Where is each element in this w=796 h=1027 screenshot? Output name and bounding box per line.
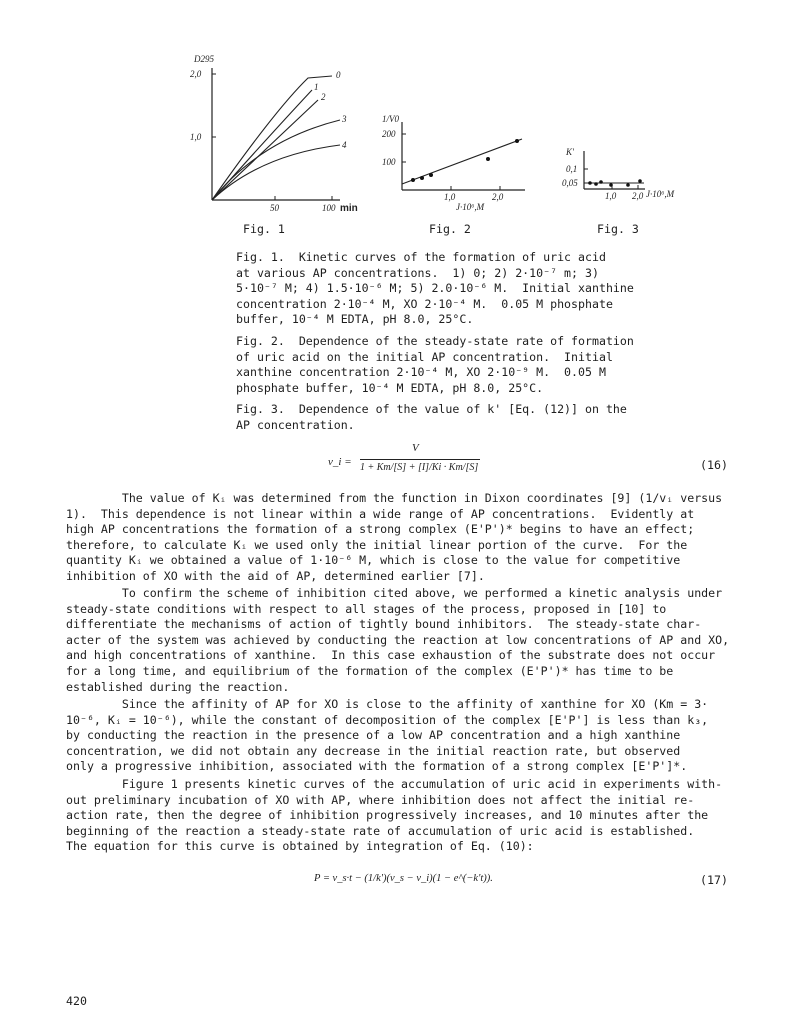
fig2-y-label: 1/V0 [382, 114, 399, 124]
eq16-numerator: V [412, 442, 419, 454]
caption-fig3: Fig. 3. Dependence of the value of k' [Eq. (12)] on the AP concentration. [236, 402, 627, 432]
fig1-curve-2 [212, 100, 318, 200]
fig3-point [599, 180, 603, 184]
fig2-x-tick: 2,0 [492, 192, 504, 202]
fig1-y-tick: 2,0 [190, 69, 202, 79]
fig2-point [420, 176, 424, 180]
eq16-number: (16) [700, 458, 728, 472]
fig1-x-tick: 100 [322, 203, 336, 213]
fig3-point [638, 179, 642, 183]
paragraph-3: Since the affinity of AP for XO is close to the affinity of xanthine for XO (Km = 3· 10⁻⁶, Kᵢ = 10⁻⁶), while the constant of decomposition of the complex [E'P'] is less than k₃, by conducting the reaction in the presence of a low AP concentration and a high xanthine concentration, we did not obtain any decrease in the initial reaction rate, but observed only a progressive inhibition, associated with the formation of a strong complex [E'P']*. [66, 697, 709, 774]
fig2-fit-line [402, 139, 522, 184]
fig2-point [515, 139, 519, 143]
fig2-point [429, 173, 433, 177]
paragraph-4: Figure 1 presents kinetic curves of the accumulation of uric acid in experiments with- out preliminary incubation of XO with AP, where inhibition does not affect the initial re- action rate, then the degree of inhibition progressively increases, and 10 minutes after the beginning of the reaction a steady-state rate of accumulation of uric acid is established. The equation for this curve is obtained by integration of Eq. (10): [66, 777, 723, 854]
fig2-point [486, 157, 490, 161]
eq16-denominator: 1 + Km/[S] + [I]/Ki · Km/[S] [360, 462, 479, 473]
fig2-y-tick: 100 [382, 157, 396, 167]
figure-1 [180, 50, 370, 220]
fig1-label: Fig. 1 [243, 222, 285, 236]
caption-fig2: Fig. 2. Dependence of the steady-state rate of formation of uric acid on the initial AP concentration. Initial xanthine concentration 2·10⁻⁴ M, XO 2·10⁻⁹ M. 0.05 M phosphate buffer, 10⁻⁴ M EDTA, pH 8.0, 25°C. [236, 334, 634, 395]
fig3-point [609, 183, 613, 187]
fig3-y-label: K' [566, 147, 574, 157]
paragraph-2: To confirm the scheme of inhibition cited above, we performed a kinetic analysis under steady-state conditions with respect to all stages of the process, proposed in [10] to differentiate the mechanisms of action of tightly bound inhibitors. The steady-state char- acter of the system was achieved by conducting the reaction at low concentrations of AP and XO, and high concentrations of xanthine. In this case exhaustion of the substrate does not occur for a long time, and equilibrium of the formation of the complex (E'P')* has time to be established during the reaction. [66, 586, 730, 694]
fig1-x-unit: min [340, 203, 358, 214]
fig1-curve-label: 2 [321, 92, 326, 102]
fig3-point [594, 182, 598, 186]
fig1-curve-label: 0 [336, 70, 341, 80]
fig3-x-tick: 2,0 [632, 191, 644, 201]
fig3-point [588, 181, 592, 185]
equation-17: P = v_s·t − (1/k')(v_s − v_i)(1 − e^(−k't)). [314, 873, 493, 884]
eq16-lhs: v_i = [328, 456, 352, 468]
fig3-x-tick: 1,0 [605, 191, 617, 201]
fig2-point [411, 178, 415, 182]
page-number: 420 [66, 994, 87, 1008]
caption-fig1: Fig. 1. Kinetic curves of the formation of uric acid at various AP concentrations. 1) 0; 2) 2·10⁻⁷ m; 3) 5·10⁻⁷ M; 4) 1.5·10⁻⁶ M; 5) 2.0·10⁻⁶ M. Initial xanthine concentration 2·10⁻⁴ M, XO 2·10⁻⁴ M. 0.05 M phosphate buffer, 10⁻⁴ M EDTA, pH 8.0, 25°C. [236, 250, 634, 327]
fig2-y-tick: 200 [382, 129, 396, 139]
fig1-x-tick: 50 [270, 203, 279, 213]
fig1-y-label: D295 [194, 54, 214, 64]
fig3-label: Fig. 3 [597, 222, 639, 236]
fig2-x-tick: 1,0 [444, 192, 456, 202]
equation-16 [330, 442, 500, 486]
fig3-point [626, 183, 630, 187]
paragraph-1: The value of Kᵢ was determined from the function in Dixon coordinates [9] (1/vᵢ versus 1). This dependence is not linear within a wide range of AP concentrations. Evidently at high AP concentrations the formation of a strong complex (E'P')* begins to have an effect; therefore, to calculate Kᵢ we used only the initial linear portion of the curve. For the quantity Kᵢ we obtained a value of 1·10⁻⁶ M, which is close to the value for competitive inhibition of XO with the aid of AP, determined earlier [7]. [66, 491, 723, 583]
eq16-fraction-bar [360, 459, 480, 460]
fig3-y-tick: 0,1 [566, 164, 578, 174]
fig1-y-tick: 1,0 [190, 132, 202, 142]
fig3-y-tick: 0,05 [562, 178, 578, 188]
fig2-label: Fig. 2 [429, 222, 471, 236]
figure-2 [380, 112, 530, 222]
fig3-x-label: J·10⁶,M [646, 189, 675, 199]
fig2-x-label: J·10⁶,M [456, 202, 485, 212]
fig1-curve-0 [212, 76, 332, 200]
eq17-number: (17) [700, 873, 728, 887]
fig1-curve-label: 1 [314, 82, 319, 92]
figure-3 [560, 145, 690, 225]
fig1-curve-label: 3 [342, 114, 347, 124]
fig1-curve-label: 4 [342, 140, 347, 150]
